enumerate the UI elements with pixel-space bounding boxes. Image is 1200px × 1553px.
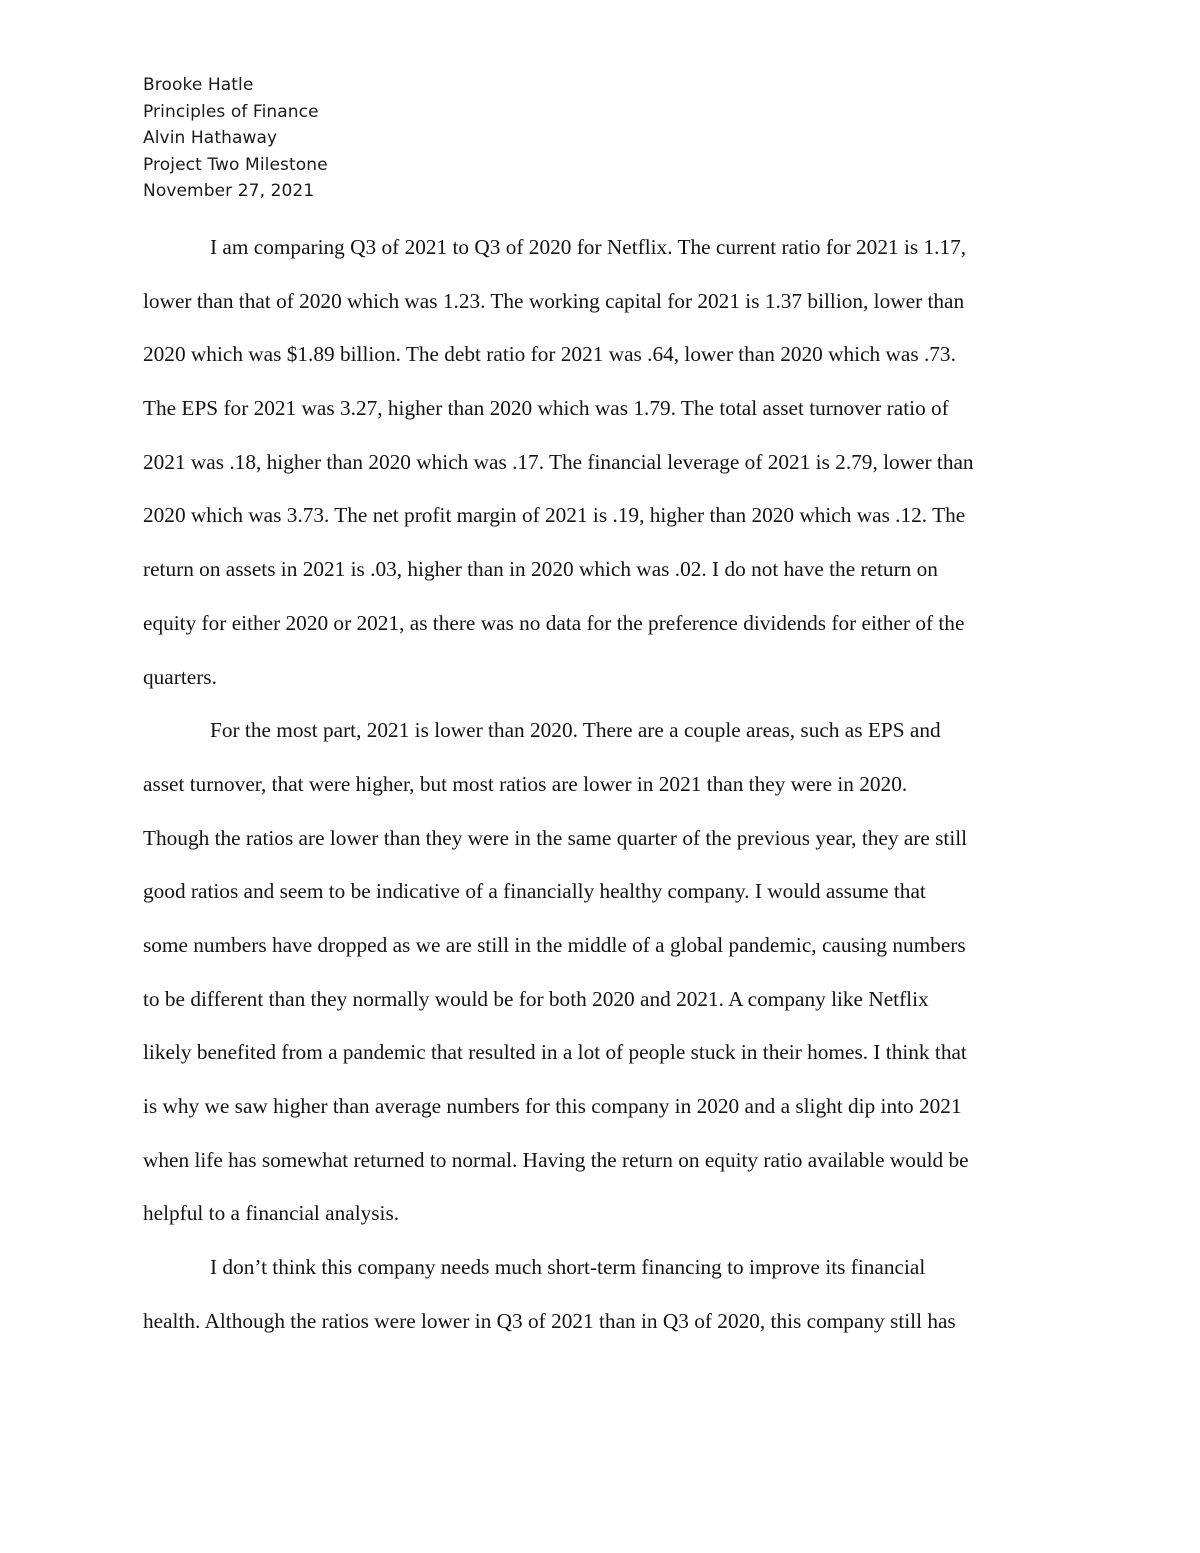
paragraph-line: likely benefited from a pandemic that resulted in a lot of people stuck in their homes. I think that [143, 1040, 967, 1065]
document-body [143, 225, 1063, 1352]
paragraph-line: return on assets in 2021 is .03, higher than in 2020 which was .02. I do not have the return on [143, 557, 938, 582]
paragraph-line: 2020 which was $1.89 billion. The debt ratio for 2021 was .64, lower than 2020 which was .73. [143, 342, 956, 367]
paragraph-line: some numbers have dropped as we are still in the middle of a global pandemic, causing numbers [143, 932, 966, 957]
paragraph-line: helpful to a financial analysis. [143, 1201, 400, 1226]
paragraph-line: is why we saw higher than average numbers for this company in 2020 and a slight dip into 2021 [143, 1094, 962, 1118]
paragraph-line: quarters. [143, 664, 217, 689]
paragraph-line: good ratios and seem to be indicative of a financially healthy company. I would assume that [143, 879, 926, 904]
paragraph-line: 2020 which was 3.73. The net profit margin of 2021 is .19, higher than 2020 which was .12. The [143, 503, 966, 528]
paragraph-line: when life has somewhat returned to normal. Having the return on equity ratio available would be [143, 1147, 969, 1172]
author-name: Brooke Hatle [143, 75, 254, 95]
paragraph-line: For the most part, 2021 is lower than 2020. There are a couple areas, such as EPS and [210, 718, 941, 743]
paragraph-line: to be different than they normally would be for both 2020 and 2021. A company like Netflix [143, 986, 929, 1011]
paragraph-2 [143, 708, 1063, 1245]
paragraph-line: I am comparing Q3 of 2021 to Q3 of 2020 for Netflix. The current ratio for 2021 is 1.17, [210, 235, 967, 259]
paragraph-line: equity for either 2020 or 2021, as there was no data for the preference dividends for either of the [143, 610, 965, 635]
paragraph-line: lower than that of 2020 which was 1.23. The working capital for 2021 is 1.37 billion, lower than [143, 288, 965, 313]
paragraph-line: asset turnover, that were higher, but most ratios are lower in 2021 than they were in 2020. [143, 771, 908, 796]
paragraph-3 [143, 1245, 1063, 1352]
paragraph-1 [143, 225, 1063, 708]
paragraph-line: health. Although the ratios were lower in Q3 of 2021 than in Q3 of 2020, this company still has [143, 1308, 956, 1333]
course-name: Principles of Finance [143, 101, 319, 122]
document-header [143, 72, 843, 205]
document-date: November 27, 2021 [143, 181, 315, 201]
paragraph-line: The EPS for 2021 was 3.27, higher than 2020 which was 1.79. The total asset turnover ratio of [143, 396, 949, 421]
paragraph-line: 2021 was .18, higher than 2020 which was .17. The financial leverage of 2021 is 2.79, lower than [143, 449, 974, 474]
instructor-name: Alvin Hathaway [143, 128, 278, 148]
paragraph-line: I don’t think this company needs much short-term financing to improve its financial [210, 1255, 926, 1280]
assignment-title: Project Two Milestone [143, 154, 328, 175]
paragraph-line: Though the ratios are lower than they were in the same quarter of the previous year, they are still [143, 825, 968, 850]
